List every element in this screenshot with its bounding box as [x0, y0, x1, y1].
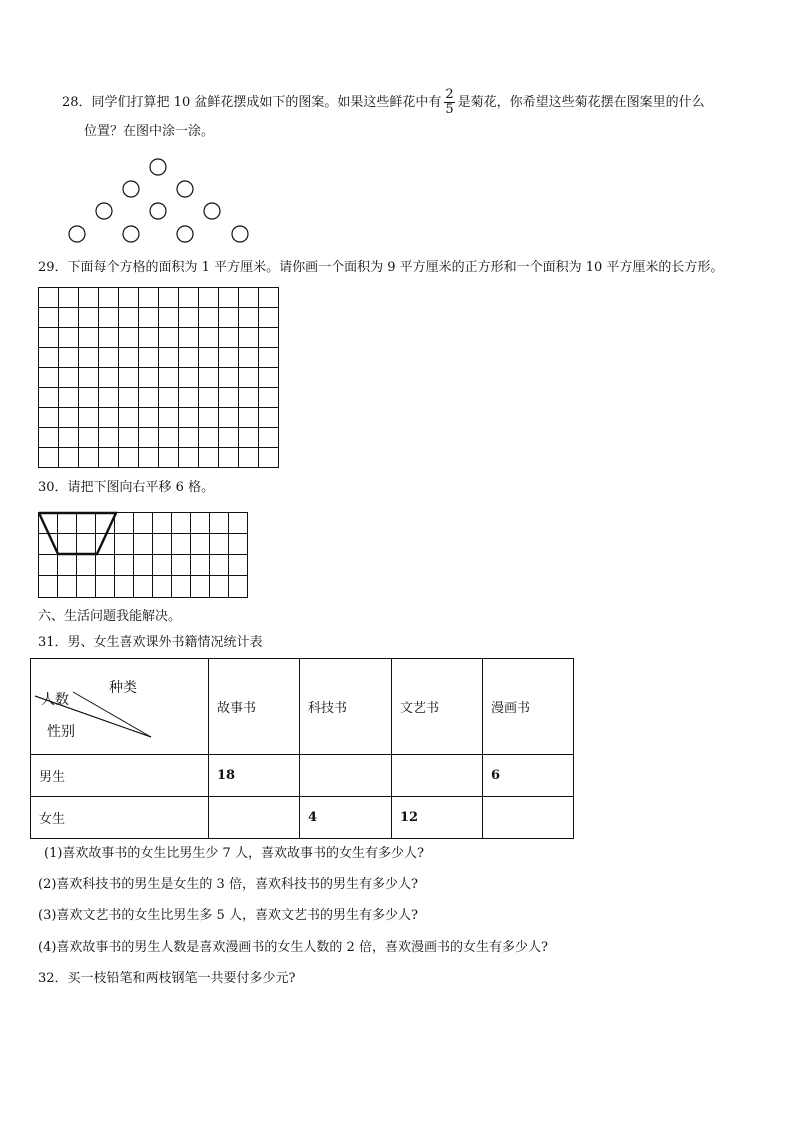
table-cell: [209, 797, 300, 839]
section6-title: 六、生活问题我能解决。: [38, 609, 182, 624]
flower-pot-circle[interactable]: [204, 203, 220, 219]
flower-pot-circle[interactable]: [96, 203, 112, 219]
q32-text: 32．买一枝铅笔和两枝钢笔一共要付多少元?: [38, 971, 296, 986]
q28-text-before: 28．同学们打算把 10 盆鲜花摆成如下的图案。如果这些鲜花中有: [62, 95, 442, 110]
q29-text: 29．下面每个方格的面积为 1 平方厘米。请你画一个面积为 9 平方厘米的正方形和一个面积为 10 平方厘米的长方形。: [38, 260, 724, 275]
flower-pot-circle[interactable]: [177, 181, 193, 197]
q31-title: 31．男、女生喜欢课外书籍情况统计表: [38, 635, 263, 650]
table-cell: 12: [392, 797, 483, 839]
table-header-row: [31, 659, 574, 755]
row-label-boys: 男生: [31, 755, 209, 797]
header-gender-label: 性别: [47, 724, 75, 740]
q31-sub4: (4)喜欢故事书的男生人数是喜欢漫画书的女生人数的 2 倍，喜欢漫画书的女生有多少人?: [38, 940, 548, 955]
flower-pot-circle[interactable]: [177, 226, 193, 242]
diagonal-header-cell: [31, 659, 209, 755]
table-cell: 4: [300, 797, 392, 839]
q31-sub2: (2)喜欢科技书的男生是女生的 3 倍，喜欢科技书的男生有多少人?: [38, 877, 418, 892]
q29-grid[interactable]: [38, 287, 280, 468]
q31-sub3: (3)喜欢文艺书的女生比男生多 5 人，喜欢文艺书的男生有多少人?: [38, 908, 418, 923]
flower-pot-circle[interactable]: [69, 226, 85, 242]
fraction-numerator: 2: [445, 87, 454, 102]
q30-text: 30．请把下图向右平移 6 格。: [38, 480, 215, 495]
table-cell: 18: [209, 755, 300, 797]
table-row: [31, 797, 574, 839]
header-type-label: 种类: [109, 680, 137, 696]
table-cell: [300, 755, 392, 797]
flower-pattern: [0, 0, 794, 260]
column-header-science: 科技书: [300, 659, 392, 755]
q28-line2: 位置？在图中涂一涂。: [84, 124, 215, 139]
fraction-denominator: 5: [445, 102, 454, 117]
flower-pot-circle[interactable]: [232, 226, 248, 242]
column-header-comics: 漫画书: [483, 659, 574, 755]
table-cell: 6: [483, 755, 574, 797]
column-header-story: 故事书: [209, 659, 300, 755]
flower-pot-circle[interactable]: [123, 181, 139, 197]
flower-pot-circle[interactable]: [123, 226, 139, 242]
q28-text-after: 是菊花，你希望这些菊花摆在图案里的什么: [457, 95, 705, 110]
stats-table: [30, 658, 574, 839]
table-cell: [392, 755, 483, 797]
flower-pot-circle[interactable]: [150, 159, 166, 175]
column-header-literature: 文艺书: [392, 659, 483, 755]
header-count-label: 人数: [41, 692, 69, 708]
row-label-girls: 女生: [31, 797, 209, 839]
flower-pot-circle[interactable]: [150, 203, 166, 219]
q31-sub1: (1)喜欢故事书的女生比男生少 7 人，喜欢故事书的女生有多少人?: [44, 846, 424, 861]
table-row: [31, 755, 574, 797]
table-cell: [483, 797, 574, 839]
q30-grid[interactable]: [38, 512, 250, 600]
